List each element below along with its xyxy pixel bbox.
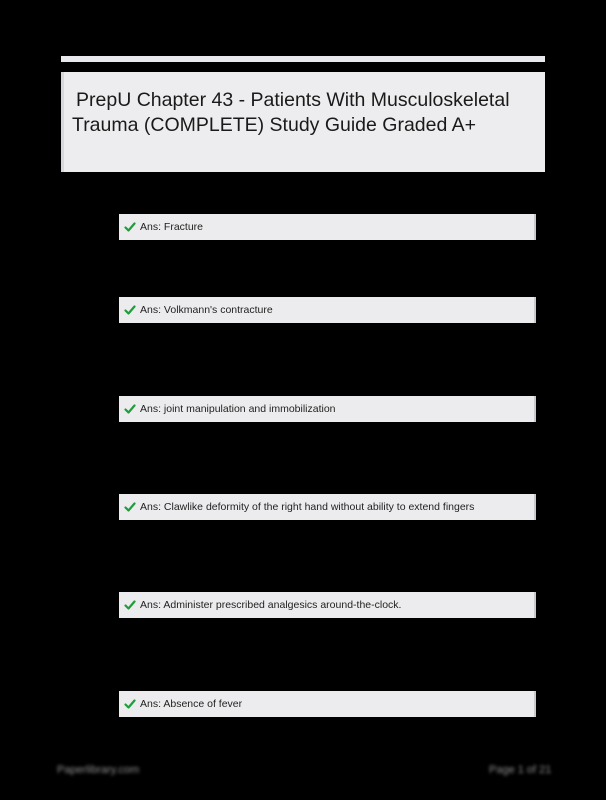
answer-text: Ans: Fracture (140, 221, 204, 233)
answer-row (119, 592, 536, 618)
checkmark-icon (124, 698, 136, 710)
top-divider (61, 56, 545, 62)
checkmark-icon (124, 403, 136, 415)
checkmark-icon (124, 501, 136, 513)
answer-text: Ans: joint manipulation and immobilization (140, 403, 336, 415)
checkmark-icon (124, 599, 136, 611)
footer-page-number: Page 1 of 21 (489, 764, 552, 776)
document-title: PrepU Chapter 43 - Patients With Musculoskeletal Trauma (COMPLETE) Study Guide Graded A+ (72, 89, 510, 136)
checkmark-icon (124, 304, 136, 316)
answer-row (119, 494, 536, 520)
answer-row (119, 691, 536, 717)
title-banner (61, 72, 545, 172)
answer-row (119, 214, 536, 240)
answer-text: Ans: Volkmann's contracture (140, 304, 273, 316)
answer-text: Ans: Clawlike deformity of the right hand without ability to extend fingers (140, 501, 475, 513)
checkmark-icon (124, 221, 136, 233)
answer-text: Ans: Absence of fever (140, 698, 243, 710)
answer-row (119, 297, 536, 323)
answer-text: Ans: Administer prescribed analgesics around-the-clock. (140, 599, 402, 611)
answer-row (119, 396, 536, 422)
footer-site-name: Paperlibrary.com (57, 764, 140, 776)
